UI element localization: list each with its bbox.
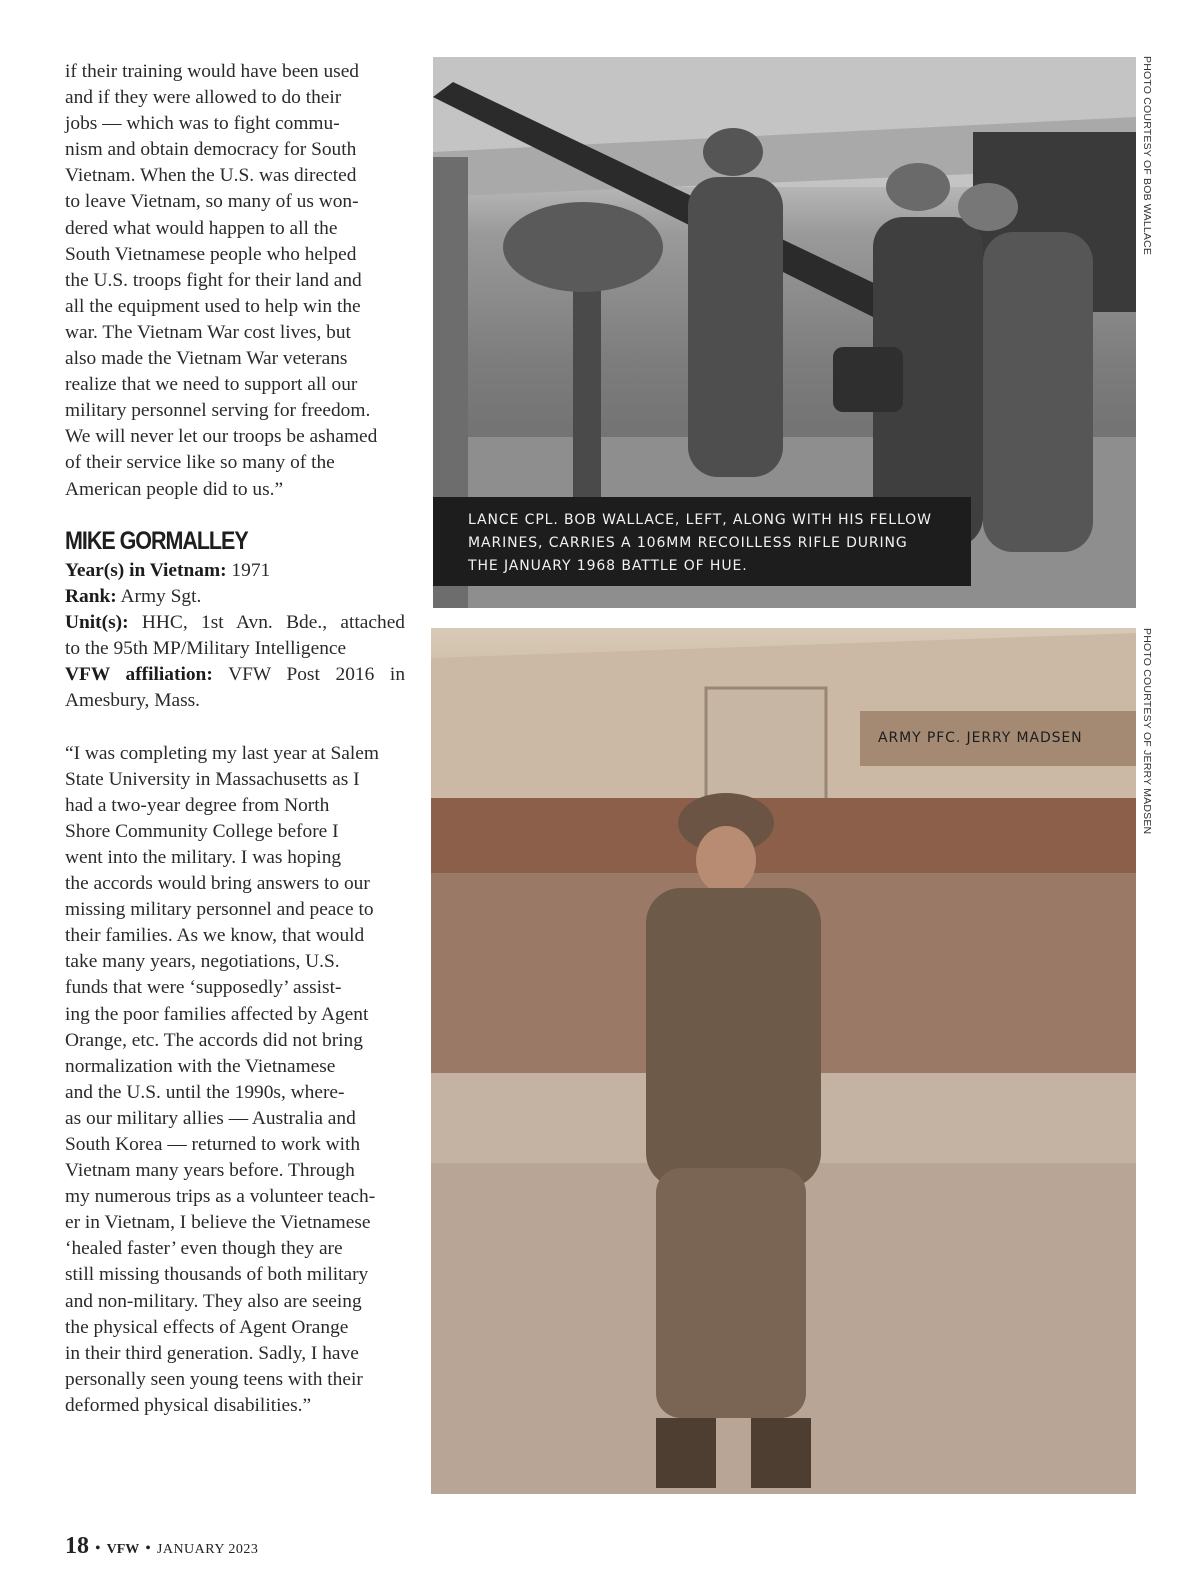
text-line: dered what would happen to all the: [65, 217, 338, 239]
unit-label: Unit(s):: [65, 612, 129, 634]
text-line: deformed physical disabilities.”: [65, 1394, 312, 1416]
text-line: Vietnam many years before. Through: [65, 1160, 355, 1182]
text-line: my numerous trips as a volunteer teach-: [65, 1186, 376, 1208]
palm-leaves: [503, 202, 663, 292]
text-line: jobs — which was to fight commu-: [65, 113, 340, 135]
text-line: of their service like so many of the: [65, 452, 335, 474]
text-line: the accords would bring answers to our: [65, 873, 370, 895]
magazine-name: VFW: [106, 1542, 140, 1557]
text-line: Shore Community College before I: [65, 820, 339, 842]
soldier-right: [983, 232, 1093, 552]
text-line: er in Vietnam, I believe the Vietnamese: [65, 1212, 371, 1234]
text-line: and non-military. They also are seeing: [65, 1290, 362, 1312]
years-value: 1971: [231, 560, 271, 581]
text-line: their families. As we know, that would: [65, 925, 365, 947]
footer-separator: •: [95, 1540, 101, 1557]
text-line: if their training would have been used: [65, 61, 360, 82]
text-line: military personnel serving for freedom.: [65, 400, 371, 422]
text-line: personally seen young teens with their: [65, 1368, 363, 1390]
soldier-helmet: [703, 128, 763, 176]
photo2-credit: PHOTO COURTESY OF JERRY MADSEN: [1141, 628, 1153, 835]
text-line: take many years, negotiations, U.S.: [65, 951, 340, 973]
photo1-caption: [433, 497, 971, 586]
profile-vfw-cont: Amesbury, Mass.: [65, 690, 201, 712]
quote-paragraph: [65, 741, 405, 1419]
years-label: Year(s) in Vietnam:: [65, 560, 227, 581]
text-line: missing military personnel and peace to: [65, 899, 374, 921]
text-line: the physical effects of Agent Orange: [65, 1316, 349, 1338]
profile-vfw: [65, 662, 405, 688]
soldier-trousers: [656, 1168, 806, 1418]
profile-unit: [65, 610, 405, 636]
footer-separator: •: [145, 1540, 151, 1557]
text-line: South Korea — returned to work with: [65, 1133, 361, 1155]
caption-line: MARINES, CARRIES A 106MM RECOILLESS RIFLE DURING: [468, 535, 908, 551]
text-line: went into the military. I was hoping: [65, 846, 342, 868]
text-line: American people did to us.”: [65, 478, 284, 500]
text-line: war. The Vietnam War cost lives, but: [65, 321, 351, 343]
soldier-left: [688, 177, 783, 477]
text-line: also made the Vietnam War veterans: [65, 348, 348, 370]
rank-label: Rank:: [65, 586, 117, 608]
intro-paragraph: [65, 59, 405, 503]
caption-line: THE JANUARY 1968 BATTLE OF HUE.: [468, 558, 748, 574]
text-line: and the U.S. until the 1990s, where-: [65, 1081, 345, 1103]
profile-unit-cont: to the 95th MP/Military Intelligence: [65, 638, 347, 660]
photo2-caption: ARMY PFC. JERRY MADSEN: [860, 711, 1136, 766]
text-line: as our military allies — Australia and: [65, 1107, 356, 1129]
text-line: nism and obtain democracy for South: [65, 139, 357, 161]
text-line: and if they were allowed to do their: [65, 87, 342, 109]
vfw-value: VFW Post 2016 in: [228, 664, 406, 686]
soldier-vest: [646, 888, 821, 1188]
text-line: South Vietnamese people who helped: [65, 243, 357, 265]
text-line: funds that were ‘supposedly’ assist-: [65, 977, 342, 999]
text-line: normalization with the Vietnamese: [65, 1055, 336, 1077]
profile-rank: [65, 584, 405, 610]
page-footer: [65, 1533, 258, 1560]
soldier-helmet: [958, 183, 1018, 231]
profile-name-heading: MIKE GORMALLEY: [65, 527, 248, 555]
issue-date: JANUARY 2023: [156, 1542, 259, 1557]
text-line: Vietnam. When the U.S. was directed: [65, 165, 357, 187]
text-line: in their third generation. Sadly, I have: [65, 1342, 359, 1364]
rifle-mount: [833, 347, 903, 412]
photo1-credit: PHOTO COURTESY OF BOB WALLACE: [1141, 56, 1153, 256]
text-line: State University in Massachusetts as I: [65, 768, 360, 790]
page-number: 18: [65, 1533, 89, 1559]
text-line: realize that we need to support all our: [65, 374, 358, 396]
text-line: to leave Vietnam, so many of us won-: [65, 191, 359, 213]
soldier-boot: [751, 1418, 811, 1488]
text-line: ‘healed faster’ even though they are: [65, 1238, 343, 1260]
soldier-helmet: [886, 163, 950, 211]
text-line: had a two-year degree from North: [65, 794, 330, 816]
text-line: Orange, etc. The accords did not bring: [65, 1029, 363, 1051]
text-line: the U.S. troops fight for their land and: [65, 269, 362, 291]
spacer: [65, 715, 405, 741]
text-line: all the equipment used to help win the: [65, 295, 361, 317]
text-line: still missing thousands of both military: [65, 1264, 369, 1286]
rank-value: Army Sgt.: [120, 586, 202, 608]
soldier-face: [696, 826, 756, 894]
vfw-label: VFW affiliation:: [65, 664, 213, 686]
profile-years: [65, 558, 405, 584]
soldier-boot: [656, 1418, 716, 1488]
text-line: We will never let our troops be ashamed: [65, 426, 378, 448]
caption-line: LANCE CPL. BOB WALLACE, LEFT, ALONG WITH HIS FELLOW: [468, 512, 932, 528]
text-line: ing the poor families affected by Agent: [65, 1003, 369, 1025]
text-line: “I was completing my last year at Salem: [65, 742, 379, 764]
unit-value: HHC, 1st Avn. Bde., attached: [141, 612, 405, 634]
profile-section: [65, 526, 405, 1419]
